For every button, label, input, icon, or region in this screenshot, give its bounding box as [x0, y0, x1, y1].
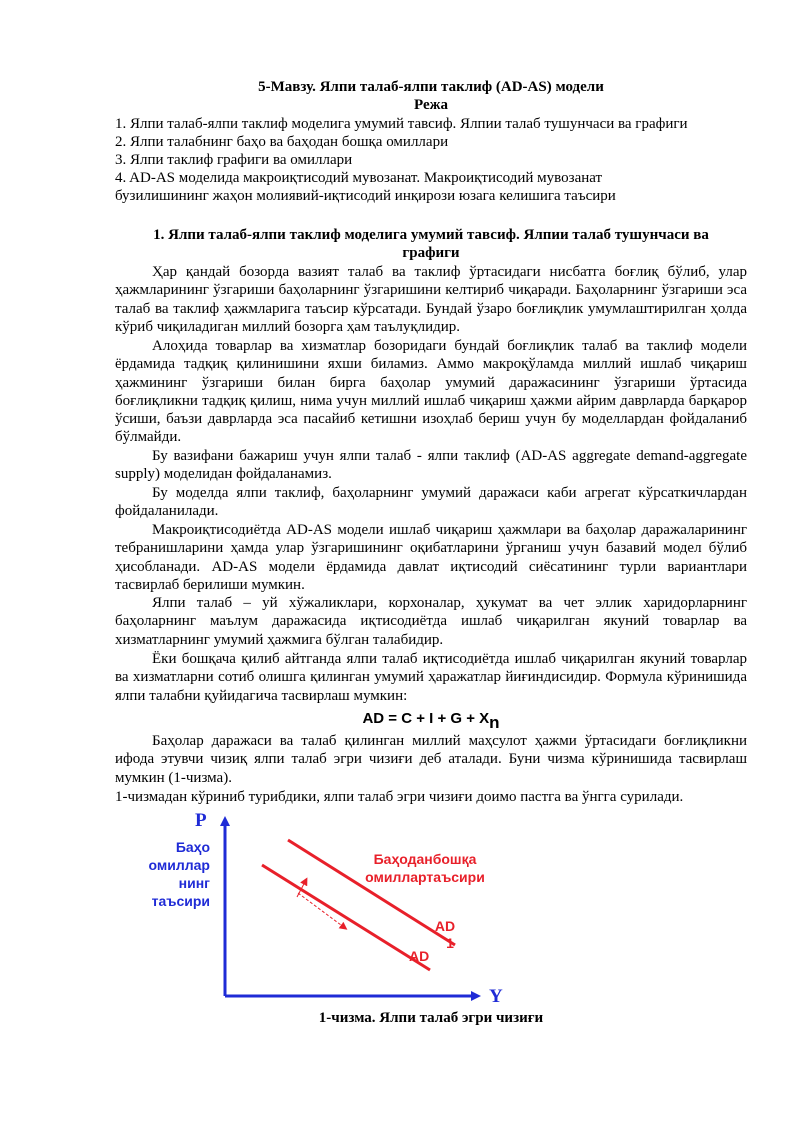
plan-item: бузилишининг жаҳон молиявий-иқтисодий инқирози юзага келишига таъсири: [115, 188, 616, 204]
document-title: 5-Мавзу. Ялпи талаб-ялпи таклиф (AD-AS) модели: [258, 79, 604, 95]
paragraph: Алоҳида товарлар ва хизматлар бозоридаги бундай боғлиқлик талаб ва таклиф модели ёрдамида тадқиқ қилинишини яхши биламиз. Аммо макроқўламда миллий ишлаб чиқариш ҳажмининг ўзгариши билан бирга баҳолар умумий даражасининг ўзгариши ўртасида боғлиқликни тадқиқ қилиш, нима учун миллий ишлаб чиқариш ҳажми айрим даврларда барқарор ўсиши, баъзи даврларда эса пасайиб кетишни изоҳлаб бериш учун бу моделлардан фойдаланиб бўлмайди.: [115, 338, 747, 446]
paragraph: Ҳар қандай бозорда вазият талаб ва таклиф ўртасидаги нисбатга боғлиқ бўлиб, улар ҳажмларининг ўзгариши баҳоларнинг ўзгаришини келтириб чиқаради. Баҳоларнинг ўзгариши эса талаб ва таклиф ҳажмларига таъсир кўрсатади. Бундай ўзаро боғлиқлик умумлаштирилган ҳолда кўриб чиқиладиган миллий бозорга ҳам таълуқлидир.: [115, 264, 747, 335]
ad1-label-subscript: 1: [446, 935, 454, 951]
nonprice-factor-line: омиллартаъсири: [365, 869, 485, 885]
price-factor-line: нинг: [178, 875, 210, 891]
formula-subscript: n: [489, 713, 500, 732]
ad-curve-label: AD: [409, 948, 430, 964]
nonprice-factor-label: [355, 850, 495, 886]
price-factor-line: омиллар: [148, 857, 210, 873]
plan-heading: Режа: [414, 97, 448, 113]
plan-item: 2. Ялпи талабнинг баҳо ва баҳодан бошқа омиллари: [115, 134, 449, 150]
price-axis-label: P: [195, 810, 207, 831]
plan-item: 4. AD-AS моделида макроиқтисодий мувозанат. Макроиқтисодий мувозанат: [115, 170, 603, 186]
plan-item: 1. Ялпи талаб-ялпи таклиф моделига умумий тавсиф. Ялпии талаб тушунчаси ва графиги: [115, 116, 688, 132]
ad1-curve-label: [432, 918, 458, 952]
movement-arrow: [298, 893, 345, 928]
output-axis-label: Y: [489, 986, 503, 1007]
plan-item: 3. Ялпи таклиф графиги ва омиллари: [115, 152, 353, 168]
paragraph: Баҳолар даражаси ва талаб қилинган миллий маҳсулот ҳажми ўртасидаги боғлиқликни ифода этувчи чизиқ ялпи талаб эгри чизиғи деб аталади. Буни чизма кўринишида тасвирлаш мумкин (1-чизма).: [115, 733, 747, 786]
paragraph: Бу вазифани бажариш учун ялпи талаб - ялпи таклиф (AD-AS aggregate demand-aggregate supply) моделидан фойдаланамиз.: [115, 448, 747, 483]
paragraph: Макроиқтисодиётда AD-AS модели ишлаб чиқариш ҳажмлари ва баҳолар даражаларининг тебранишларини ҳамда улар ўзгаришининг оқибатларини ўрганиш учун базавий модел бўлиб ҳисобланади. AD-AS модели ёрдамида давлат иқтисодий сиёсатининг турли вариантлари тасвирлаб берилиши мумкин.: [115, 522, 747, 593]
price-factor-label: [120, 838, 210, 910]
paragraph-last-line: 1-чизмадан кўриниб турибдики, ялпи талаб эгри чизиғи доимо пастга ва ўнгга сурилади.: [115, 789, 684, 805]
price-factor-line: таъсири: [151, 893, 210, 909]
paragraph: Бу моделда ялпи таклиф, баҳоларнинг умумий даражаси каби агрегат кўрсаткичлардан фойдаланилади.: [115, 485, 747, 520]
price-factor-line: Баҳо: [175, 839, 210, 855]
paragraph: Ялпи талаб – уй хўжаликлари, корхоналар, ҳукумат ва чет эллик харидорларнинг баҳоларнинг маълум даражасида иқтисодиётда ишлаб чиқарилган якуний товарлар ва хизматларнинг умумий ҳажмига бўлган талабидир.: [115, 595, 747, 648]
figure-caption: 1-чизма. Ялпи талаб эгри чизиғи: [318, 1010, 544, 1026]
formula: [115, 708, 747, 732]
paragraph: Ёки бошқача қилиб айтганда ялпи талаб иқтисодиётда ишлаб чиқарилган якуний товарлар ва хизматларни сотиб олишга қилинган умумий ҳаражатлар йиғиндисидир. Формула кўринишида ялпи талабни қуйидагича тасвирлаш мумкин:: [115, 651, 747, 704]
formula-main: AD = C + I + G + X: [362, 710, 490, 727]
ad-curve-figure: [140, 810, 660, 1010]
nonprice-factor-line: Баҳоданбошқа: [373, 851, 477, 867]
ad1-label-text: AD: [434, 918, 456, 934]
section-heading: 1. Ялпи талаб-ялпи таклиф моделига умумий тавсиф. Ялпии талаб тушунчаси ва графиги: [153, 227, 709, 261]
